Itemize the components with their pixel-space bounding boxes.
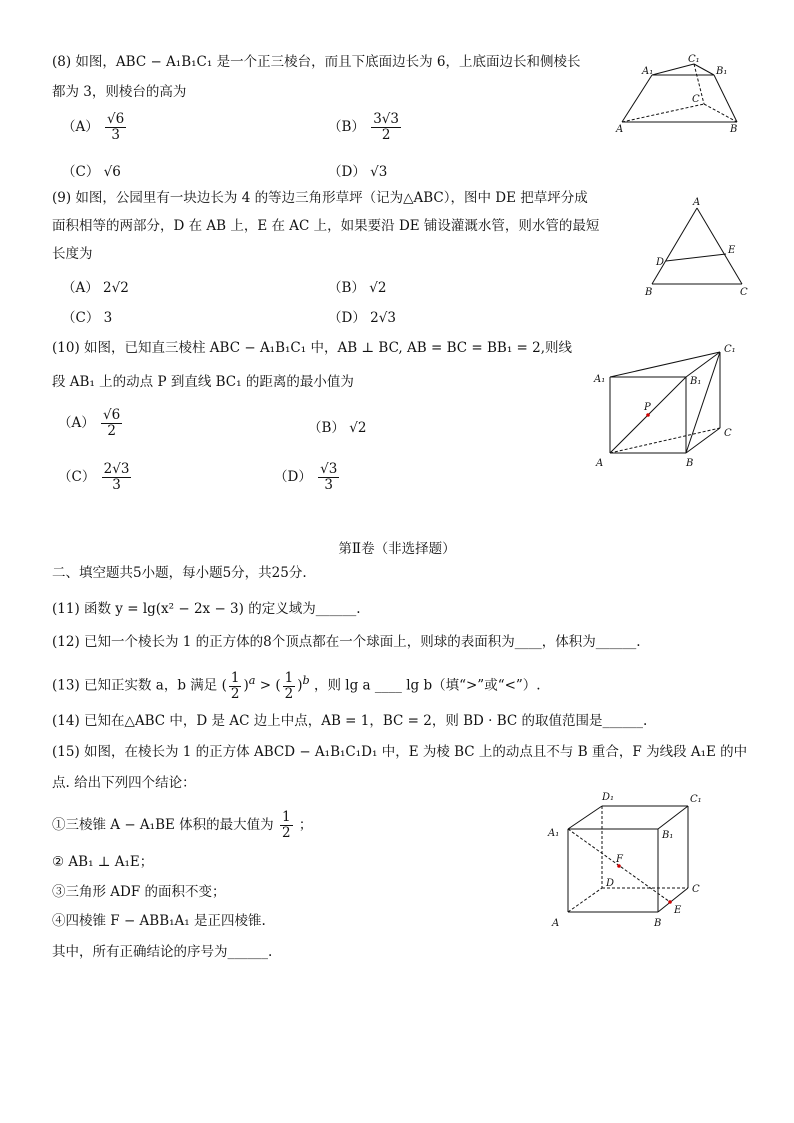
q9-triangle-figure bbox=[640, 196, 755, 300]
q15-cube-figure bbox=[540, 786, 720, 936]
q9-option-a-label: （A） bbox=[62, 280, 99, 296]
q15-fig-label-a: A bbox=[552, 918, 560, 929]
q15-fig-label-c1: C₁ bbox=[690, 794, 702, 805]
q10-option-d[interactable] bbox=[274, 462, 341, 493]
section2-heading: 二、填空题共5小题，每小题5分，共25分. bbox=[52, 565, 307, 581]
q15-fig-label-b1: B₁ bbox=[662, 830, 674, 841]
q10-fig-label-b: B bbox=[686, 458, 694, 469]
q10-option-c[interactable] bbox=[58, 462, 133, 493]
q8-fig-label-c: C bbox=[692, 94, 700, 105]
q8-option-a-label: （A） bbox=[62, 119, 99, 135]
q10-line2: 段 AB₁ 上的动点 P 到直线 BC₁ 的距离的最小值为 bbox=[52, 374, 354, 390]
q8-option-a[interactable] bbox=[62, 112, 128, 143]
q9-line2: 面积相等的两部分，D 在 AB 上，E 在 AC 上，如果要沿 DE 铺设灌溉水管，则水管的最短 bbox=[52, 218, 600, 234]
q15-c1-suffix: ； bbox=[298, 817, 313, 833]
q9-option-b-value: √2 bbox=[369, 280, 387, 296]
q8-option-d-label: （D） bbox=[328, 164, 366, 180]
q9-fig-label-b: B bbox=[645, 287, 653, 298]
q10-option-d-label: （D） bbox=[274, 469, 312, 485]
q15-conclusion-2: ② AB₁ ⊥ A₁E； bbox=[52, 854, 154, 870]
q9-option-d-label: （D） bbox=[328, 310, 366, 326]
q15-c1-prefix: ①三棱锥 A − A₁BE 体积的最大值为 bbox=[52, 817, 274, 833]
q10-fig-label-a: A bbox=[596, 458, 604, 469]
q8-option-c-label: （C） bbox=[62, 164, 100, 180]
q8-option-c[interactable] bbox=[62, 160, 121, 180]
q9-option-b-label: （B） bbox=[328, 280, 365, 296]
q8-line1: (8) 如图，ABC − A₁B₁C₁ 是一个正三棱台，而且下底面边长为 6，上底面边长和侧棱长 bbox=[52, 54, 581, 70]
q10-option-c-num: 2√3 bbox=[103, 461, 130, 477]
q13-frac-right-den: 2 bbox=[284, 685, 294, 702]
q15-fig-label-d: D bbox=[606, 878, 615, 889]
q10-option-a-den: 2 bbox=[107, 423, 116, 439]
q15-fig-label-c: C bbox=[692, 884, 700, 895]
q8-option-b-fraction bbox=[371, 112, 401, 143]
q9-line3: 长度为 bbox=[52, 246, 93, 262]
q8-option-d[interactable] bbox=[328, 160, 387, 180]
q8-fig-label-c1: C₁ bbox=[688, 54, 700, 65]
q13-frac-right-num: 1 bbox=[284, 669, 294, 686]
q10-fig-label-c1: C₁ bbox=[724, 344, 736, 355]
q15-c1-fraction bbox=[280, 810, 293, 841]
q15-fig-label-e: E bbox=[674, 905, 682, 916]
q10-option-b-label: （B） bbox=[308, 420, 345, 436]
q15-conclusion-3: ③三角形 ADF 的面积不变； bbox=[52, 884, 226, 900]
q9-option-c-value: 3 bbox=[103, 310, 113, 326]
q15-fig-label-b: B bbox=[654, 918, 662, 929]
q15-fig-label-d1: D₁ bbox=[602, 792, 615, 803]
q10-fig-label-p: P bbox=[644, 402, 651, 413]
q13-line: (13) 已知正实数 a，b 满足 ( $\frac{1}{2}$ )$^a$ > ( $\frac{1}{2}$ )$^b$ ，则 lg a ____ lg b（填“>”或“<”）. bbox=[52, 669, 541, 702]
q15-line1: (15) 如图，在棱长为 1 的正方体 ABCD − A₁B₁C₁D₁ 中，E 为棱 BC 上的动点且不与 B 重合，F 为线段 A₁E 的中 bbox=[52, 744, 748, 760]
q13-exp-a: a bbox=[248, 674, 256, 687]
q13-exp-b: b bbox=[302, 674, 310, 687]
q8-option-b-den: 2 bbox=[381, 127, 391, 143]
q9-fig-label-c: C bbox=[740, 287, 748, 298]
q15-conclusion-1 bbox=[52, 810, 312, 841]
q8-option-a-den: 3 bbox=[111, 127, 120, 143]
q8-option-a-num: √6 bbox=[107, 111, 125, 127]
q10-option-a-label: （A） bbox=[58, 415, 95, 431]
q8-fig-label-b: B bbox=[730, 124, 738, 134]
q15-line2: 点. 给出下列四个结论： bbox=[52, 775, 196, 791]
q9-option-d[interactable] bbox=[328, 306, 396, 326]
q10-prism-figure bbox=[588, 340, 748, 475]
q10-option-d-num: √3 bbox=[320, 461, 338, 477]
q9-fig-label-a: A bbox=[693, 197, 701, 208]
q9-option-d-value: 2√3 bbox=[370, 310, 396, 326]
q15-fig-label-f: F bbox=[616, 854, 623, 865]
q8-line2: 都为 3，则棱台的高为 bbox=[52, 84, 187, 100]
q10-option-a-fraction bbox=[101, 408, 122, 439]
q9-option-c-label: （C） bbox=[62, 310, 100, 326]
q9-fig-label-d: D bbox=[656, 257, 665, 268]
q10-option-b-value: √2 bbox=[349, 420, 367, 436]
q8-fig-label-b1: B₁ bbox=[716, 66, 728, 77]
q8-option-b[interactable] bbox=[328, 112, 403, 143]
q10-option-c-label: （C） bbox=[58, 469, 96, 485]
q13-gt: > bbox=[259, 677, 272, 694]
q14-text: (14) 已知在△ABC 中，D 是 AC 边上中点，AB = 1，BC = 2，则 BD · BC 的取值范围是______. bbox=[52, 713, 648, 729]
q9-fig-label-e: E bbox=[728, 245, 736, 256]
q9-option-a[interactable] bbox=[62, 276, 129, 296]
q10-option-a-num: √6 bbox=[103, 407, 121, 423]
q10-fig-label-a1: A₁ bbox=[594, 374, 606, 385]
q10-line1: (10) 如图，已知直三棱柱 ABC − A₁B₁C₁ 中，AB ⊥ BC, AB = BC = BB₁ = 2,则线 bbox=[52, 340, 573, 356]
part2-title: 第Ⅱ卷（非选择题） bbox=[338, 541, 456, 557]
q10-option-c-den: 3 bbox=[112, 477, 121, 493]
q10-option-d-den: 3 bbox=[324, 477, 334, 493]
q9-option-b[interactable] bbox=[328, 276, 386, 296]
q11-text: (11) 函数 y = lg(x² − 2x − 3) 的定义域为______. bbox=[52, 601, 361, 617]
q10-option-c-fraction bbox=[102, 462, 132, 493]
q10-option-b[interactable] bbox=[308, 416, 366, 436]
q10-option-d-fraction bbox=[318, 462, 339, 493]
q13-frac-left-den: 2 bbox=[230, 685, 240, 702]
q13-fraction-right bbox=[283, 671, 296, 702]
q8-option-c-value: √6 bbox=[103, 164, 121, 180]
q10-option-a[interactable] bbox=[58, 408, 124, 439]
q12-text: (12) 已知一个棱长为 1 的正方体的8个顶点都在一个球面上，则球的表面积为____，体积为______. bbox=[52, 634, 641, 650]
q15-c1-num: 1 bbox=[281, 809, 291, 825]
q9-option-a-value: 2√2 bbox=[103, 280, 129, 296]
q13-prefix: (13) 已知正实数 a，b 满足 bbox=[52, 677, 218, 694]
q8-frustum-figure bbox=[612, 52, 752, 134]
q8-option-b-num: 3√3 bbox=[373, 111, 399, 127]
q9-option-c[interactable] bbox=[62, 306, 112, 326]
q8-fig-label-a: A bbox=[616, 124, 624, 134]
q15-question: 其中，所有正确结论的序号为______. bbox=[52, 944, 273, 960]
q8-option-d-value: √3 bbox=[370, 164, 388, 180]
q10-fig-label-b1: B₁ bbox=[690, 376, 702, 387]
q15-conclusion-4: ④四棱锥 F − ABB₁A₁ 是正四棱锥. bbox=[52, 913, 266, 929]
q9-line1: (9) 如图，公园里有一块边长为 4 的等边三角形草坪（记为△ABC），图中 DE 把草坪分成 bbox=[52, 190, 588, 206]
q13-fraction-left bbox=[229, 671, 242, 702]
q8-option-b-label: （B） bbox=[328, 119, 365, 135]
q13-frac-left-num: 1 bbox=[230, 669, 240, 686]
q8-option-a-fraction bbox=[105, 112, 126, 143]
q15-c1-den: 2 bbox=[281, 825, 291, 841]
q8-fig-label-a1: A₁ bbox=[642, 66, 654, 77]
q10-fig-label-c: C bbox=[724, 428, 732, 439]
q15-fig-label-a1: A₁ bbox=[548, 828, 560, 839]
q13-suffix: ，则 lg a ____ lg b（填“>”或“<”）. bbox=[314, 677, 541, 694]
